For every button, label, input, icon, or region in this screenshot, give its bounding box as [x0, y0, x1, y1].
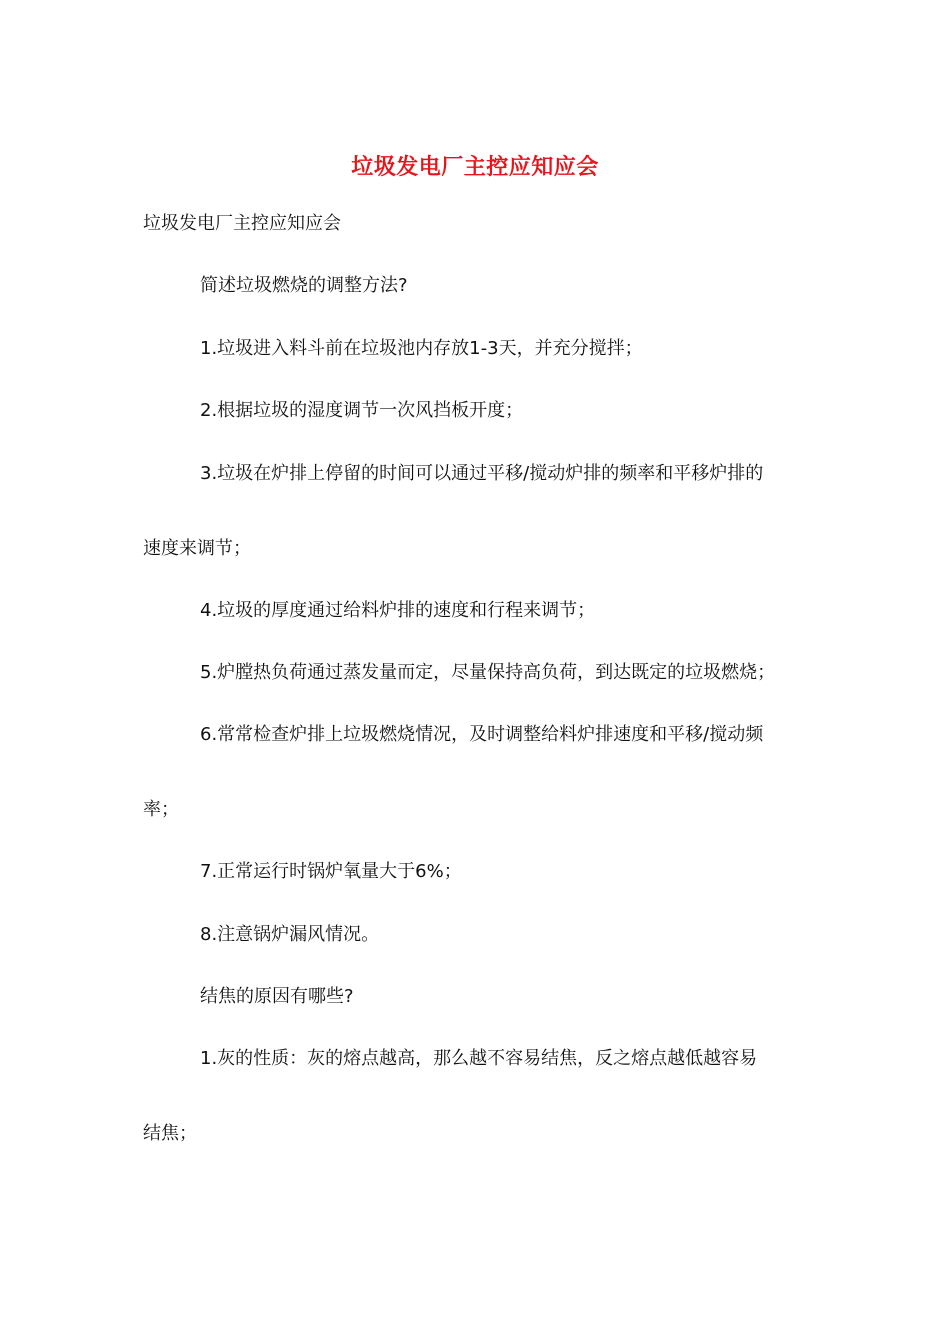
list-item: 2.根据垃圾的湿度调节一次风挡板开度；: [200, 400, 524, 421]
list-item: 6.常常检查炉排上垃圾燃烧情况，及时调整给料炉排速度和平移/搅动频: [200, 724, 764, 745]
question-heading: 结焦的原因有哪些?: [200, 986, 354, 1007]
list-item-continuation: 结焦；: [143, 1123, 197, 1144]
list-item-continuation: 率；: [143, 799, 179, 820]
question-heading: 简述垃圾燃烧的调整方法?: [200, 275, 408, 296]
list-item-continuation: 速度来调节；: [143, 538, 251, 559]
list-item: 3.垃圾在炉排上停留的时间可以通过平移/搅动炉排的频率和平移炉排的: [200, 463, 764, 484]
document-subtitle: 垃圾发电厂主控应知应会: [143, 213, 341, 234]
list-item: 8.注意锅炉漏风情况。: [200, 924, 380, 945]
list-item: 1.灰的性质：灰的熔点越高，那么越不容易结焦，反之熔点越低越容易: [200, 1048, 758, 1069]
list-item: 1.垃圾进入料斗前在垃圾池内存放1-3天，并充分搅拌；: [200, 338, 643, 359]
list-item: 5.炉膛热负荷通过蒸发量而定，尽量保持高负荷，到达既定的垃圾燃烧；: [200, 662, 776, 683]
list-item: 4.垃圾的厚度通过给料炉排的速度和行程来调节；: [200, 600, 596, 621]
list-item: 7.正常运行时锅炉氧量大于6%；: [200, 861, 462, 882]
document-title: 垃圾发电厂主控应知应会: [351, 155, 599, 180]
